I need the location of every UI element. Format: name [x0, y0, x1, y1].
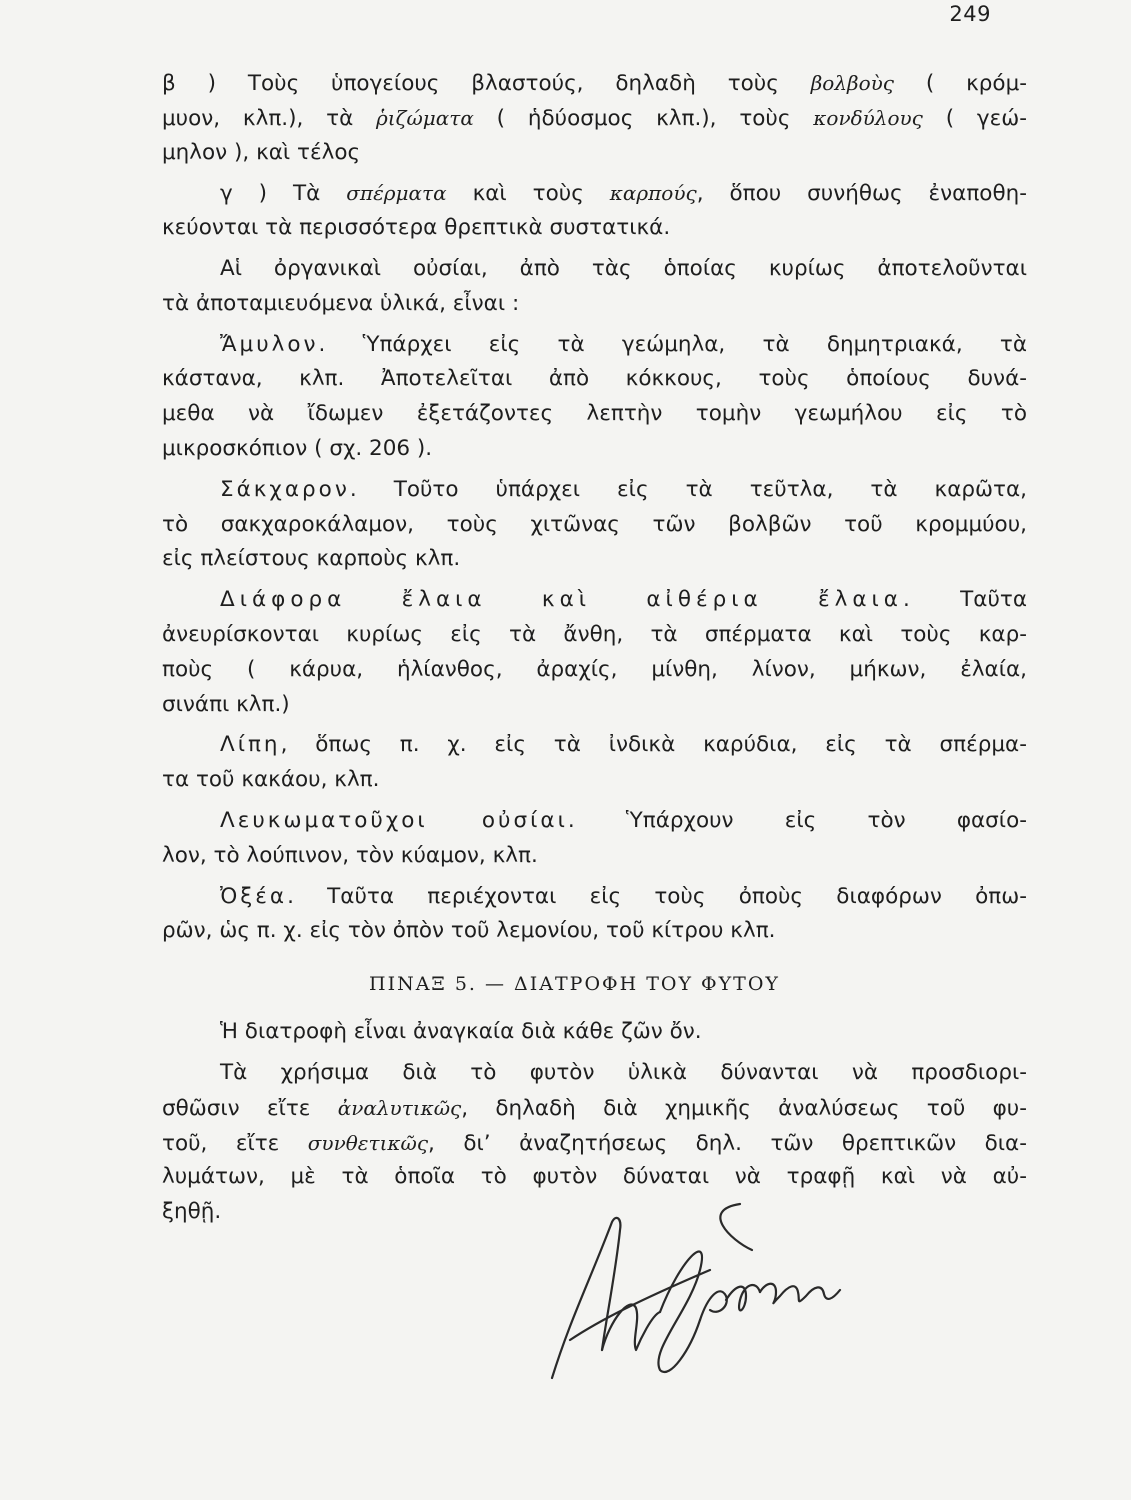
spaced-term: Λευκωματοῦχοι οὐσίαι — [220, 807, 568, 833]
text-line — [162, 880, 1027, 915]
spaced-term: Ὀξέα — [220, 883, 288, 909]
italic-term: σπέρματα — [346, 181, 447, 206]
text-line — [162, 1056, 1027, 1091]
section-heading: ΠΙΝΑΞ 5. — ΔΙΑΤΡΟΦΗ ΤΟΥ ΦΥΤΟΥ — [369, 973, 780, 996]
text-line — [162, 252, 1027, 287]
text-run: τα τοῦ κακάου, κλπ. — [162, 767, 380, 793]
text-line — [162, 839, 1027, 874]
spaced-term: Σάκχαρον — [220, 476, 350, 502]
text-run: ξηθῇ. — [162, 1199, 222, 1225]
text-run: μικροσκόπιον ( σχ. 206 ). — [162, 435, 433, 461]
text-run: , δι’ ἀναζητήσεως δηλ. τῶν θρεπτικῶν δια- — [428, 1130, 1027, 1156]
text-run: ( γεώ- — [922, 105, 1027, 131]
text-line — [162, 1126, 1027, 1161]
text-line — [162, 287, 1027, 322]
text-line — [162, 101, 1027, 136]
text-line — [162, 804, 1027, 839]
text-line — [162, 136, 1027, 171]
text-line — [162, 1091, 1027, 1126]
italic-term: ῥιζώματα — [376, 105, 474, 130]
italic-term: κονδύλους — [813, 105, 923, 130]
paragraph-block-organic-substances — [162, 66, 1027, 955]
text-run: σινάπι κλπ.) — [162, 691, 290, 717]
text-line — [162, 397, 1027, 432]
text-run: τὰ ἀποταμιευόμενα ὑλικά, εἶναι : — [162, 290, 520, 316]
text-run: . Τοῦτο ὑπάρχει εἰς τὰ τεῦτλα, τὰ καρῶτα, — [349, 476, 1027, 502]
text-run: ( κρόμ- — [893, 71, 1028, 96]
italic-term: συνθετικῶς — [307, 1130, 429, 1155]
text-run: , ὅπως π. χ. εἰς τὰ ἰνδικὰ καρύδια, εἰς τὰ σπέρμα- — [280, 732, 1027, 758]
text-run: . Ταῦτα — [902, 587, 1028, 613]
text-run: ἀνευρίσκονται κυρίως εἰς τὰ ἄνθη, τὰ σπέρματα καὶ τοὺς καρ- — [162, 621, 1027, 647]
text-run: τὸ σακχαροκάλαμον, τοὺς χιτῶνας τῶν βολβῶν τοῦ κρομμύου, — [162, 511, 1027, 537]
text-run: , ὅπου συνήθως ἐναποθη- — [696, 181, 1027, 207]
text-run: κάστανα, κλπ. Ἀποτελεῖται ἀπὸ κόκκους, τοὺς ὁποίους δυνά- — [162, 366, 1027, 392]
italic-term: καρπούς — [609, 181, 697, 206]
body-text — [162, 66, 1027, 1236]
text-run: , δηλαδὴ διὰ χημικῆς ἀναλύσεως τοῦ φυ- — [461, 1095, 1027, 1121]
text-run: . Ὑπάρχει εἰς τὰ γεώμηλα, τὰ δημητριακά, τὰ — [318, 331, 1027, 357]
text-run: ποὺς ( κάρυα, ἡλίανθος, ἀραχίς, μίνθη, λίνον, μήκων, ἐλαία, — [162, 656, 1027, 682]
text-run: λον, τὸ λούπινον, τὸν κύαμον, κλπ. — [162, 842, 538, 868]
text-line — [162, 473, 1027, 508]
text-line — [162, 328, 1027, 363]
text-run: λυμάτων, μὲ τὰ ὁποῖα τὸ φυτὸν δύναται νὰ τραφῇ καὶ νὰ αὐ- — [162, 1164, 1027, 1190]
spaced-term: Λίπη — [220, 732, 281, 758]
text-line — [162, 583, 1027, 618]
text-run: ρῶν, ὡς π. χ. εἰς τὸν ὀπὸν τοῦ λεμονίου, τοῦ κίτρου κλπ. — [162, 918, 776, 944]
page-number: 249 — [949, 2, 991, 26]
text-line — [162, 728, 1027, 763]
text-run: Τὰ χρήσιμα διὰ τὸ φυτὸν ὑλικὰ δύνανται νὰ προσδιορι- — [220, 1059, 1027, 1085]
text-run: εἰς πλείστους καρποὺς κλπ. — [162, 546, 461, 572]
text-run: μεθα νὰ ἴδωμεν ἐξετάζοντες λεπτὴν τομὴν γεωμήλου εἰς τὸ — [162, 401, 1027, 427]
spaced-term: Διάφορα ἔλαια καὶ αἰθέρια ἔλαια — [220, 587, 903, 613]
text-line — [162, 211, 1027, 246]
text-run: σθῶσιν εἴτε — [162, 1095, 338, 1121]
text-line — [162, 362, 1027, 397]
italic-term: ἀναλυτικῶς — [337, 1095, 462, 1120]
text-line — [162, 1015, 1027, 1050]
text-line — [162, 508, 1027, 543]
text-run: καὶ τοὺς — [446, 181, 610, 207]
text-run: ( ἡδύοσμος κλπ.), τοὺς — [473, 105, 814, 131]
text-line — [162, 688, 1027, 723]
text-line — [162, 914, 1027, 949]
text-line — [162, 66, 1027, 101]
text-line — [162, 542, 1027, 577]
text-run: γ ) Τὰ — [220, 181, 347, 207]
text-line — [162, 176, 1027, 211]
text-run: Ἡ διατροφὴ εἶναι ἀναγκαία διὰ κάθε ζῶν ὄν. — [220, 1019, 702, 1045]
text-run: . Ὑπάρχουν εἰς τὸν φασίο- — [567, 807, 1027, 833]
text-run: μυον, κλπ.), τὰ — [162, 105, 377, 131]
spaced-term: Ἄμυλον — [220, 331, 319, 357]
text-run: . Ταῦτα περιέχονται εἰς τοὺς ὀποὺς διαφόρων ὀπω- — [287, 883, 1027, 909]
signature-image — [540, 1200, 880, 1385]
text-run: β ) Τοὺς ὑπογείους βλαστούς, δηλαδὴ τοὺς — [162, 71, 811, 96]
text-line — [162, 1160, 1027, 1195]
text-line — [162, 618, 1027, 653]
italic-term: βολβοὺς — [810, 71, 894, 95]
text-run: τοῦ, εἴτε — [162, 1130, 308, 1156]
text-line — [162, 653, 1027, 688]
text-run: κεύονται τὰ περισσότερα θρεπτικὰ συστατικά. — [162, 215, 671, 241]
text-run: Αἱ ὀργανικαὶ οὐσίαι, ἀπὸ τὰς ὁποίας κυρίως ἀποτελοῦνται — [220, 255, 1027, 281]
text-line — [162, 432, 1027, 467]
text-line — [162, 763, 1027, 798]
text-run: μηλον ), καὶ τέλος — [162, 139, 361, 165]
